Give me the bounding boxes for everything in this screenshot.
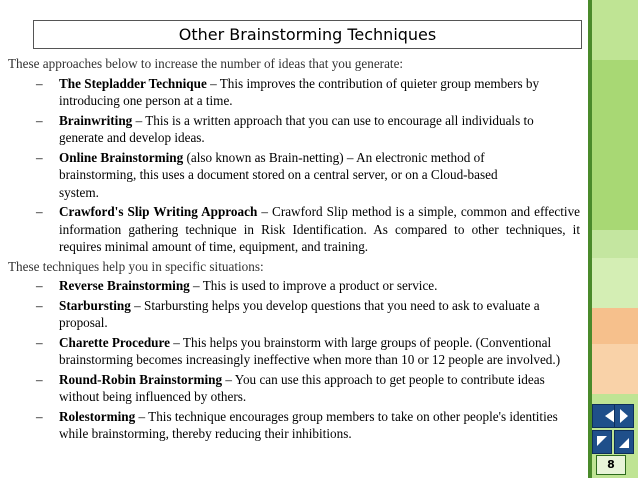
- arrow-right-icon: [615, 405, 633, 427]
- list-item: [8, 149, 580, 202]
- list-item: [8, 203, 580, 256]
- technique-term: Starbursting: [59, 297, 131, 313]
- technique-term: Brainwriting: [59, 112, 133, 128]
- technique-description: – This helps you brainstorm with large groups of people. (Conventional brainstorming becomes increasingly ineffective when more than 10 or 12 people are involved.): [59, 334, 561, 367]
- slide-content: [8, 55, 580, 445]
- technique-term: Round-Robin Brainstorming: [59, 371, 223, 387]
- bullet-dash: –: [36, 408, 43, 424]
- bullet-dash: –: [36, 149, 43, 165]
- technique-description: – Starbursting helps you develop questions that you need to ask to evaluate a proposal.: [59, 297, 540, 330]
- sidebar-block: [592, 0, 638, 60]
- technique-term: Charette Procedure: [59, 334, 170, 350]
- list-item: [8, 75, 580, 110]
- bullet-dash: –: [36, 204, 43, 219]
- technique-description: – This technique encourages group members to take on other people's identities while brainstorming, thereby reducing their inhibitions.: [59, 408, 558, 441]
- intro-text-2: These techniques help you in specific situations:: [8, 258, 264, 274]
- bullet-dash: –: [36, 112, 43, 128]
- intro-text-1: These approaches below to increase the number of ideas that you generate:: [8, 56, 404, 71]
- arrow-down-right-icon: [615, 431, 633, 453]
- bullet-dash: –: [36, 75, 43, 91]
- sidebar-block: [592, 308, 638, 344]
- arrow-up-left-icon: [593, 431, 611, 453]
- technique-description: – Crawford Slip method is a simple, common and effective information gathering technique in Risk Identification. As compared to other techniques, it requires minimal amount of time, equipment, and training.: [59, 204, 581, 254]
- bullet-dash: –: [36, 334, 43, 350]
- list-item: [8, 277, 580, 295]
- list-item: [8, 112, 580, 147]
- sidebar-block: [592, 258, 638, 308]
- next-slide-button[interactable]: [614, 404, 634, 428]
- technique-description: – This improves the contribution of quieter group members by introducing one person at a time.: [59, 75, 540, 108]
- list-item: [8, 371, 580, 406]
- technique-description: – This is a written approach that you can use to encourage all individuals to generate and develop ideas.: [59, 112, 534, 145]
- technique-term: Crawford's Slip Writing Approach: [59, 204, 258, 219]
- last-slide-button[interactable]: [614, 430, 634, 454]
- slide-title: Other Brainstorming Techniques: [33, 20, 582, 49]
- list-item: [8, 408, 580, 443]
- bullet-dash: –: [36, 278, 43, 293]
- page-number: 8: [596, 455, 626, 475]
- sidebar-block: [592, 230, 638, 258]
- technique-term: Online Brainstorming: [59, 149, 184, 165]
- technique-description: – You can use this approach to get people to contribute ideas without being influenced by others.: [59, 371, 545, 404]
- list-item: [8, 334, 580, 369]
- technique-description: – This is used to improve a product or service.: [189, 278, 438, 293]
- bullet-dash: –: [36, 371, 43, 387]
- technique-term: Reverse Brainstorming: [59, 278, 190, 293]
- technique-term: Rolestorming: [59, 408, 136, 424]
- technique-description: (also known as Brain-netting) – An electronic method of brainstorming, this uses a document stored on a central server, or on a Cloud-based system.: [59, 149, 498, 200]
- sidebar-block: [592, 344, 638, 394]
- first-slide-button[interactable]: [592, 430, 612, 454]
- bullet-dash: –: [36, 297, 43, 313]
- technique-term: The Stepladder Technique: [59, 75, 207, 91]
- sidebar-block: [592, 60, 638, 230]
- list-item: [8, 297, 580, 332]
